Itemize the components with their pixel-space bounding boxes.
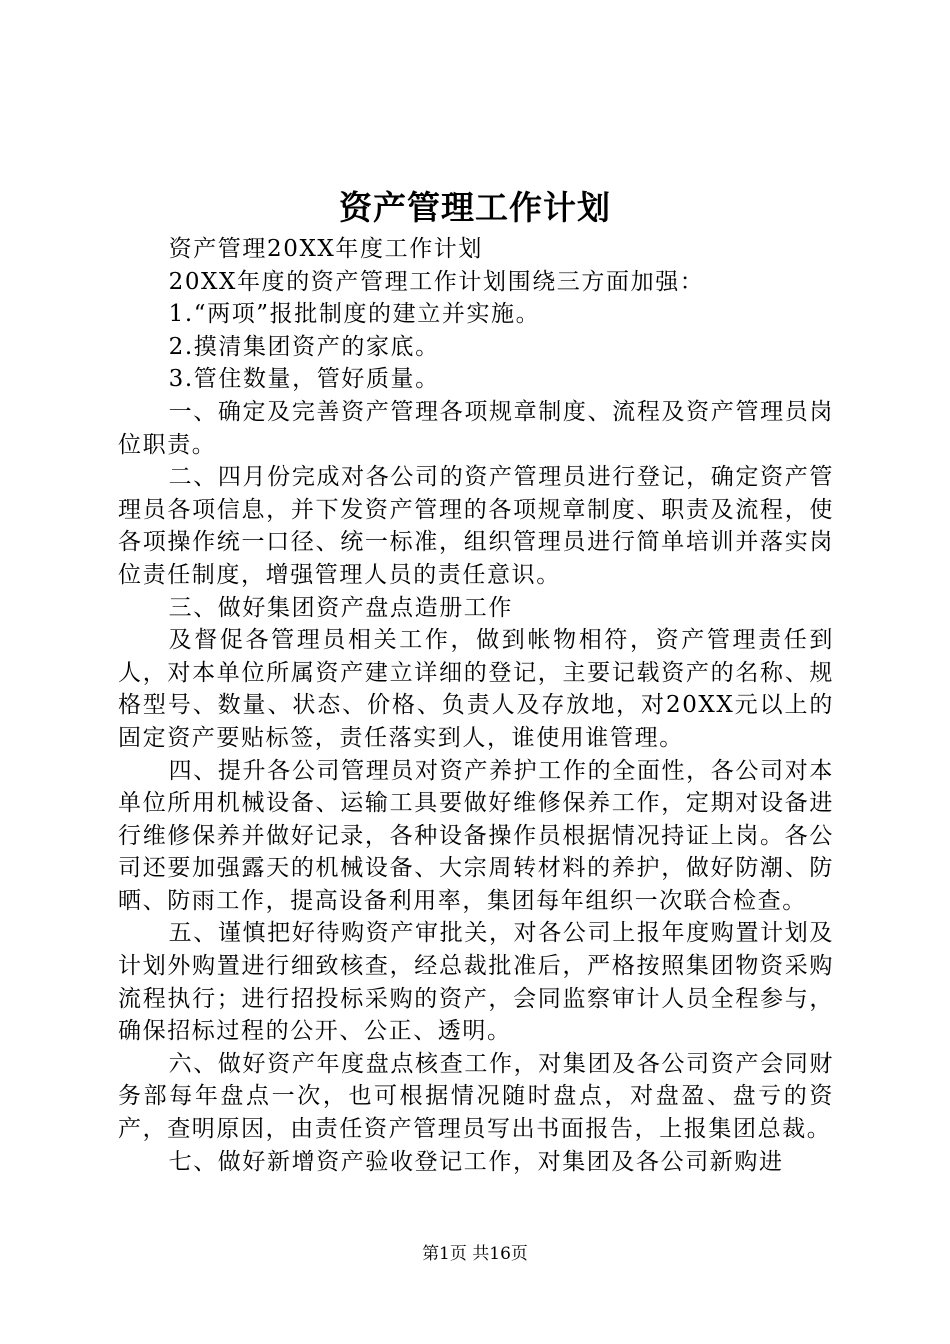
paragraph-section-6: 六、做好资产年度盘点核查工作，对集团及各公司资产会同财务部每年盘点一次，也可根据情况随时盘点，对盘盈、盘亏的资产，查明原因，由责任资产管理员写出书面报告，上报集团总裁。 xyxy=(118,1050,834,1143)
paragraph-section-7: 七、做好新增资产验收登记工作，对集团及各公司新购进 xyxy=(168,1148,784,1175)
page-number-footer: 第1页 共16页 xyxy=(422,1244,528,1264)
paragraph-point-3: 3.管住数量，管好质量。 xyxy=(168,366,440,393)
document-body xyxy=(118,233,834,1178)
paragraph-point-2: 2.摸清集团资产的家底。 xyxy=(168,333,440,360)
paragraph-section-2: 二、四月份完成对各公司的资产管理员进行登记，确定资产管理员各项信息，并下发资产管理的各项规章制度、职责及流程，使各项操作统一口径、统一标准，组织管理员进行简单培训并落实岗位责任制度，增强管理人员的责任意识。 xyxy=(118,464,834,588)
paragraph-section-1: 一、确定及完善资产管理各项规章制度、流程及资产管理员岗位职责。 xyxy=(118,398,834,458)
paragraph-section-3: 三、做好集团资产盘点造册工作 xyxy=(168,594,513,621)
paragraph-point-1: 1.“两项”报批制度的建立并实施。 xyxy=(168,301,541,328)
paragraph-section-4: 四、提升各公司管理员对资产养护工作的全面性，各公司对本单位所用机械设备、运输工具要做好维修保养工作，定期对设备进行维修保养并做好记录，各种设备操作员根据情况持证上岗。各公司还要加强露天的机械设备、大宗周转材料的养护，做好防潮、防晒、防雨工作，提高设备利用率，集团每年组织一次联合检查。 xyxy=(118,757,834,914)
page-title: 资产管理工作计划 xyxy=(339,188,611,227)
paragraph-section-3-detail: 及督促各管理员相关工作，做到帐物相符，资产管理责任到人，对本单位所属资产建立详细的登记，主要记载资产的名称、规格型号、数量、状态、价格、负责人及存放地，对20XX元以上的固定资产要贴标签，责任落实到人，谁使用谁管理。 xyxy=(118,627,834,751)
paragraph-plan-heading: 资产管理20XX年度工作计划 xyxy=(168,236,484,262)
paragraph-plan-intro: 20XX年度的资产管理工作计划围绕三方面加强： xyxy=(168,268,705,295)
paragraph-section-5: 五、谨慎把好待购资产审批关，对各公司上报年度购置计划及计划外购置进行细致核查，经总裁批准后，严格按照集团物资采购流程执行；进行招投标采购的资产，会同监察审计人员全程参与，确保招标过程的公开、公正、透明。 xyxy=(118,920,834,1045)
